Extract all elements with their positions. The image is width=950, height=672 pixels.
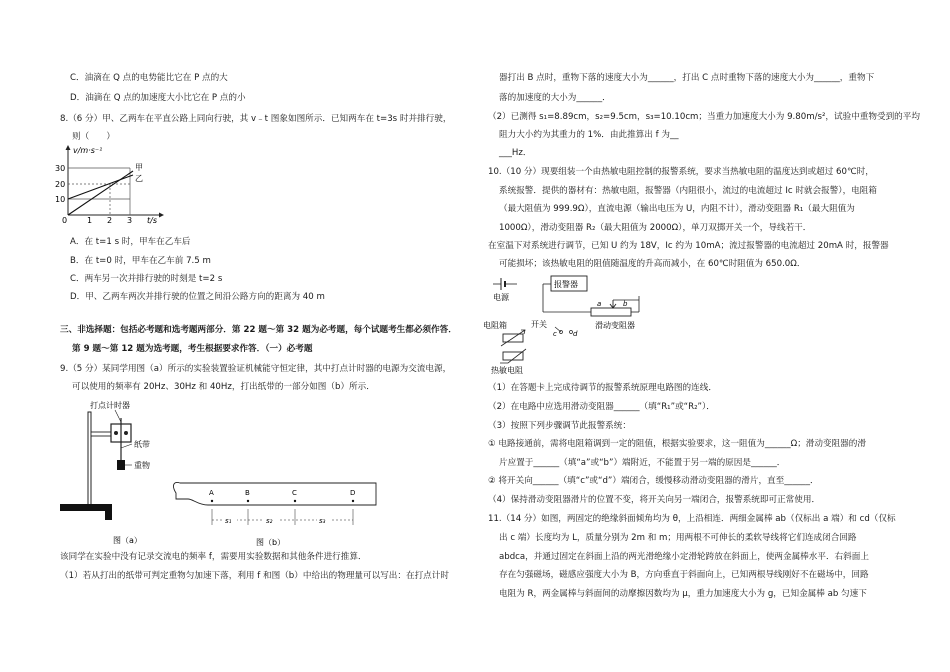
section-heading-cont: 第 9 题～第 12 题为选考题，考生根据要求作答．（一）必考题 [72,344,313,354]
section-heading: 三、非选择题：包括必考题和选考题两部分．第 22 题～第 32 题为必考题，每个试题考生都必须作答． [60,325,457,335]
x-tick-3: 3 [127,216,133,224]
vt-graph [55,144,170,224]
s2-label: s₂ [266,517,273,525]
q10-part1: （1）在答题卡上完成待调节的报警系统原理电路图的连线． [488,383,717,393]
stand-pole [88,412,91,508]
stand-base [60,504,110,511]
weight-label: 重物 [134,461,150,470]
q9-part1: （1）若从打出的纸带可判定重物匀加速下落，利用 f 和图（b）中给出的物理量可以写出：在打点计时 [60,571,449,581]
timer-pointer [115,410,121,422]
dot-d [352,500,354,502]
y-tick-30: 30 [55,164,66,173]
q9-part1-cont-2: 落的加速度的大小为______． [499,93,611,103]
y-tick-10: 10 [55,195,66,204]
q7-option-c: C．油滴在 Q 点的电势能比它在 P 点的大 [70,73,228,83]
figure-a-caption: 图（a） [113,536,142,545]
q8-stem: 8.（6 分）甲、乙两车在平直公路上同向行驶，其 v﹣t 图象如图所示．已知两车在 t=3s 时并排行驶， [60,114,452,124]
q10-part3: （3）按照下列步骤调节此报警系统： [488,421,631,431]
dot-c [294,500,296,502]
point-c-label: C [292,489,297,497]
source-label: 电源 [493,293,509,302]
q8-option-d: D．甲、乙两车两次并排行驶的位置之间沿公路方向的距离为 40 m [70,292,325,302]
terminal-d: d [573,330,578,338]
rheostat-label: 滑动变阻器 [595,321,635,330]
q7-option-d: D．油滴在 Q 点的加速度大小比它在 P 点的小 [70,93,246,103]
q10-step2: ② 将开关向______（填“c”或“d”）端闭合，缓慢移动滑动变阻器的滑片，直至______． [488,476,819,486]
q9-part2-cont-2: ___Hz． [499,148,532,158]
q10-stem-2: 系统报警．提供的器材有：热敏电阻，报警器（内阻很小，流过的电流超过 Ic 时就会报警），电阻箱 [499,186,877,196]
q8-option-b: B．在 t=0 时，甲车在乙车前 7.5 m [70,256,211,266]
figure-b-caption: 图（b） [256,538,286,547]
x-tick-2: 2 [107,216,113,224]
figure-b-tape [168,475,383,550]
terminal-c: c [553,330,557,338]
q9-stem-cont: 可以使用的频率有 20Hz、30Hz 和 40Hz，打出纸带的一部分如图（b）所示． [72,382,375,392]
thermistor-label: 热敏电阻 [491,366,523,375]
q10-step1-cont: 片应置于______（填“a”或“b”）端附近，不能置于另一端的原因是______． [499,458,786,468]
q10-stem-3: （最大阻值为 999.9Ω），直流电源（输出电压为 U，内阻不计），滑动变阻器 R₁（最大阻值为 [499,204,855,214]
q11-stem-3: abdca，并通过固定在斜面上沿的两光滑绝缘小定滑轮跨放在斜面上，使两金属棒水平．右斜面上 [499,552,869,562]
q10-stem: 10.（10 分）现要组装一个由热敏电阻控制的报警系统，要求当热敏电阻的温度达到或超过 60℃时， [488,167,874,177]
point-b-label: B [245,489,250,497]
stand-arm [91,432,111,436]
x-tick-1: 1 [87,216,93,224]
q10-stem-5: 在室温下对系统进行调节，已知 U 约为 18V，Ic 约为 10mA；流过报警器的电流超过 20mA 时，报警器 [488,241,889,251]
resistor-box-label: 电阻箱 [483,321,507,330]
tape-outline [173,482,376,505]
line-jia [68,171,133,215]
q11-stem: 11.（14 分）如图，两固定的绝缘斜面倾角均为 θ，上沿相连．两细金属棒 ab（仅标出 a 端）和 cd（仅标 [488,514,896,524]
q10-step1: ① 电路接通前，需将电阻箱调到一定的阻值，根据实验要求，这一阻值为______Ω；滑动变阻器的滑 [488,439,866,449]
q8-option-c: C．两车另一次并排行驶的时刻是 t=2 s [70,274,223,284]
circuit-diagram [483,272,703,376]
table-clamp [105,504,112,520]
alarm-label: 报警器 [554,280,578,289]
q9-part2-cont: 阻力大小约为其重力的 1%．由此推算出 f 为__ [499,130,679,140]
q11-stem-4: 存在匀强磁场，磁感应强度大小为 B，方向垂直于斜面向上，已知两根导线刚好不在磁场中，回路 [499,570,869,580]
timer-label: 打点计时器 [90,401,130,410]
terminal-b: b [623,300,628,308]
q10-stem-4: 1000Ω），滑动变阻器 R₂（最大阻值为 2000Ω），单刀双掷开关一个，导线若干． [499,223,812,233]
timer-knob-2 [124,431,128,435]
dot-a [211,500,213,502]
figure-a-apparatus [55,398,175,550]
point-d-label: D [350,489,356,497]
y-tick-20: 20 [55,180,66,189]
q10-stem-6: 可能损坏；该热敏电阻的阻值随温度的升高而减小，在 60℃时阻值为 650.0Ω． [499,259,806,269]
q9-part2: （2）已测得 s₁=8.89cm，s₂=9.5cm，s₃=10.10cm；当重力加速度大小为 9.80m/s²，试验中重物受到的平均 [488,112,920,122]
dot-b [247,500,249,502]
t-axis-label: t/s [147,216,157,224]
s3-label: s₃ [319,517,326,525]
point-a-label: A [209,489,214,497]
terminal-a: a [597,300,602,308]
q11-stem-2: 出 c 端）长度均为 L，质量分别为 2m 和 m；用两根不可伸长的柔软导线将它们连成闭合回路 [499,533,857,543]
rheostat-icon [591,308,631,316]
yi-label: 乙 [135,174,143,183]
q9-stem: 9.（5 分）某同学用图（a）所示的实验装置验证机械能守恒定律，其中打点计时器的电源为交流电源， [60,364,452,374]
jia-label: 甲 [135,163,143,172]
v-axis-label: v/m·s⁻¹ [73,146,103,155]
q10-part2: （2）在电路中应选用滑动变阻器______（填“R₁”或“R₂”）． [488,402,715,412]
switch-label: 开关 [531,320,547,329]
x-tick-0: 0 [62,216,68,224]
q9-note: 该同学在实验中没有记录交流电的频率 f，需要用实验数据和其他条件进行推算． [60,552,367,562]
weight-icon [117,460,125,470]
q9-part1-cont: 器打出 B 点时，重物下落的速度大小为______，打出 C 点时重物下落的速度大小为______，重物下 [499,73,875,83]
s1-label: s₁ [225,517,232,525]
q11-stem-5: 电阻为 R，两金属棒与斜面间的动摩擦因数均为 μ，重力加速度大小为 g，已知金属棒 ab 匀速下 [499,589,867,599]
q10-part4: （4）保持滑动变阻器滑片的位置不变，将开关向另一端闭合，报警系统即可正常使用． [488,495,821,505]
tape-label: 纸带 [134,440,150,449]
line-yi [68,175,133,199]
q8-stem-cont: 则（ ） [72,132,115,142]
q8-option-a: A．在 t=1 s 时，甲车在乙车后 [70,237,191,247]
tape-pointer [121,444,132,448]
timer-knob-1 [114,431,118,435]
